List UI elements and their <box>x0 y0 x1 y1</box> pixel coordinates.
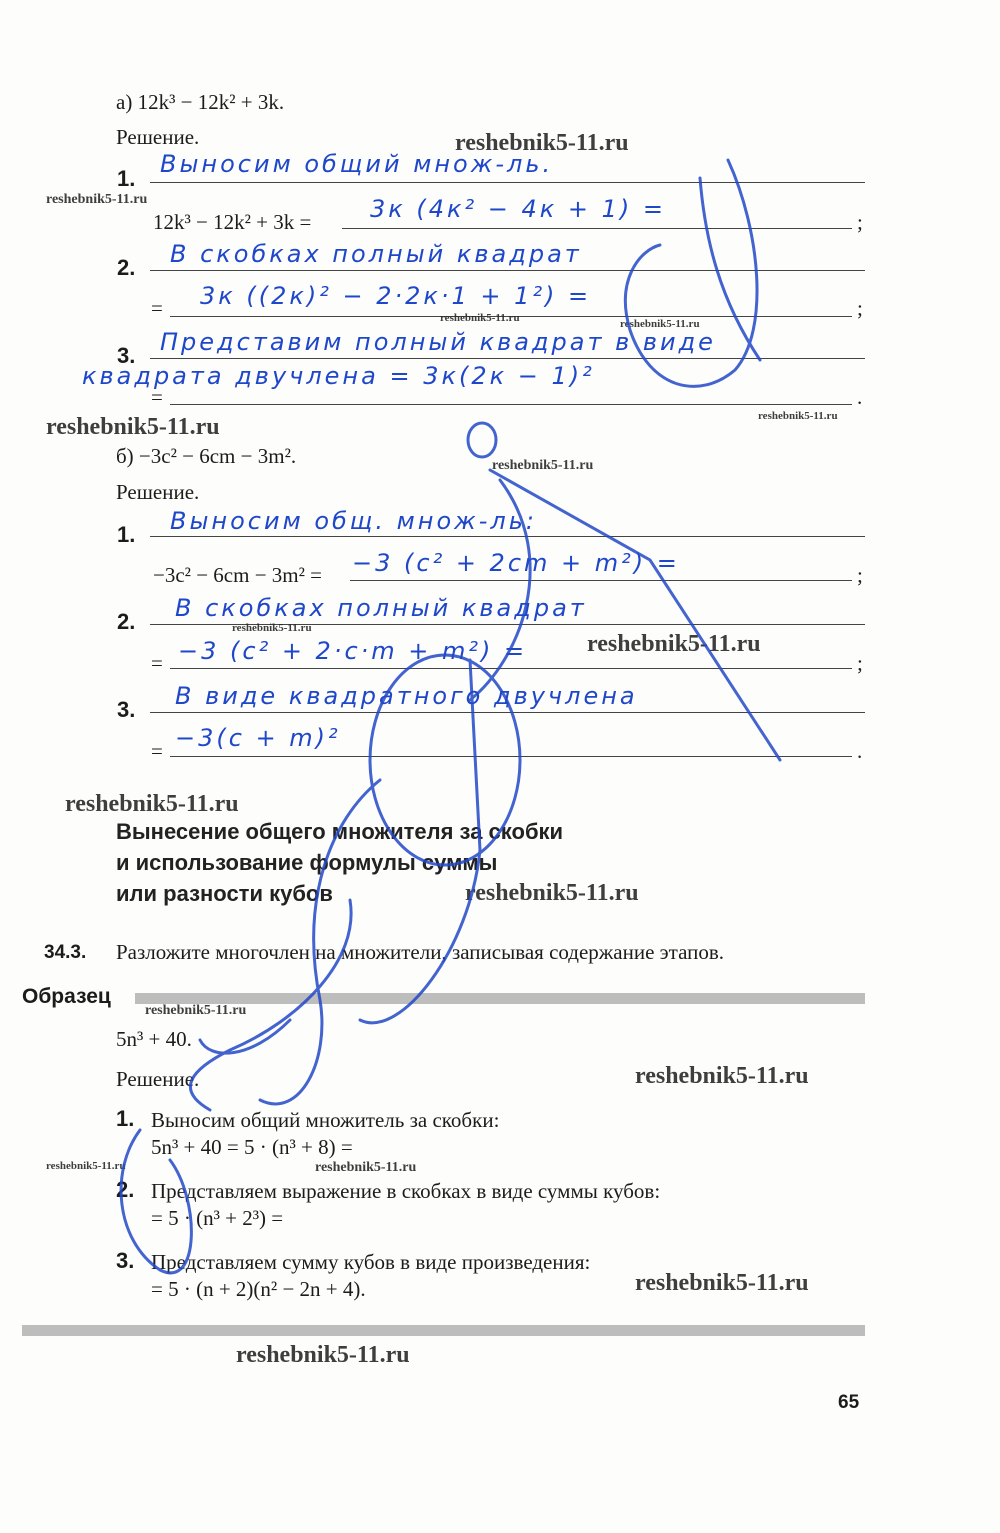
part-a-step3-handwriting: Представим полный квадрат в виде <box>160 328 716 356</box>
part-a-step2-result: 3к ((2к)² − 2·2к·1 + 1²) = <box>200 282 592 310</box>
exercise-number: 34.3. <box>44 942 87 963</box>
watermark: reshebnik5-11.ru <box>145 1003 247 1018</box>
part-b-step3-period: . <box>857 739 863 763</box>
part-b-step1-number: 1. <box>117 522 136 547</box>
part-b-step1-semicolon: ; <box>857 563 863 587</box>
sample-step1-text: Выносим общий множитель за скобки: <box>151 1108 500 1132</box>
part-a-step3-number: 3. <box>117 343 136 368</box>
part-a-step1-lhs: 12k³ − 12k² + 3k = <box>153 210 312 234</box>
watermark: reshebnik5-11.ru <box>315 1160 417 1175</box>
part-b-step2-semicolon: ; <box>857 651 863 675</box>
part-a-solution-label: Решение. <box>116 125 200 149</box>
watermark: reshebnik5-11.ru <box>236 1342 410 1368</box>
part-b-solution-label: Решение. <box>116 480 200 504</box>
watermark: reshebnik5-11.ru <box>587 631 761 657</box>
part-b-task: б) −3c² − 6cm − 3m². <box>116 444 297 468</box>
sample-step1-number: 1. <box>116 1106 135 1131</box>
pen-stroke <box>121 1130 191 1273</box>
watermark: reshebnik5-11.ru <box>440 312 520 324</box>
part-a-step2-number: 2. <box>117 255 136 280</box>
part-b-step2-eq: = <box>151 651 163 675</box>
watermark: reshebnik5-11.ru <box>465 880 639 906</box>
pen-stroke <box>468 423 496 457</box>
sample-step2-formula: = 5 · (n³ + 2³) = <box>151 1206 284 1230</box>
part-b-step3-eq: = <box>151 739 163 763</box>
part-a-step1-handwriting: Выносим общий множ-ль. <box>160 150 554 178</box>
part-a-step3-eq: = <box>151 385 163 409</box>
watermark: reshebnik5-11.ru <box>65 791 239 817</box>
pen-stroke <box>490 470 780 760</box>
part-b-step2-result: −3 (c² + 2·c·m + m²) = <box>178 637 528 665</box>
part-b-step2-number: 2. <box>117 609 136 634</box>
part-a-task: а) 12k³ − 12k² + 3k. <box>116 90 285 114</box>
watermark: reshebnik5-11.ru <box>635 1270 809 1296</box>
watermark: reshebnik5-11.ru <box>46 414 220 440</box>
watermark: reshebnik5-11.ru <box>46 192 148 207</box>
pen-stroke <box>700 178 760 360</box>
pen-stroke <box>625 160 757 386</box>
sample-label: Образец <box>22 985 111 1008</box>
sample-step2-number: 2. <box>116 1177 135 1202</box>
sample-solution-label: Решение. <box>116 1067 200 1091</box>
watermark: reshebnik5-11.ru <box>635 1063 809 1089</box>
section-heading-line3: или разности кубов <box>116 881 333 906</box>
part-a-step1-number: 1. <box>117 166 136 191</box>
watermark: reshebnik5-11.ru <box>46 1160 126 1172</box>
part-a-step3-period: . <box>857 385 863 409</box>
part-a-step2-semicolon: ; <box>857 296 863 320</box>
exercise-text: Разложите многочлен на множители, записывая содержание этапов. <box>116 940 725 964</box>
sample-step1-formula: 5n³ + 40 = 5 · (n³ + 8) = <box>151 1135 353 1159</box>
sample-step3-number: 3. <box>116 1248 135 1273</box>
part-a-step1-semicolon: ; <box>857 210 863 234</box>
part-a-step2-handwriting: В скобках полный квадрат <box>170 240 582 268</box>
watermark: reshebnik5-11.ru <box>232 622 312 634</box>
watermark: reshebnik5-11.ru <box>758 410 838 422</box>
watermark: reshebnik5-11.ru <box>492 458 594 473</box>
part-b-step2-handwriting: В скобках полный квадрат <box>175 594 587 622</box>
sample-step3-formula: = 5 · (n + 2)(n² − 2n + 4). <box>151 1277 366 1301</box>
part-b-step1-lhs: −3c² − 6cm − 3m² = <box>153 563 323 587</box>
section-heading-line2: и использование формулы суммы <box>116 850 498 875</box>
part-a-step1-result: 3к (4к² − 4к + 1) = <box>370 195 667 223</box>
watermark: reshebnik5-11.ru <box>620 318 700 330</box>
part-b-step3-result: −3(c + m)² <box>175 724 341 752</box>
sample-expression: 5n³ + 40. <box>116 1027 192 1051</box>
part-a-step2-eq: = <box>151 296 163 320</box>
section-heading-line1: Вынесение общего множителя за скобки <box>116 819 564 844</box>
part-b-step3-number: 3. <box>117 697 136 722</box>
pen-stroke <box>260 780 380 1104</box>
part-b-step3-handwriting: В виде квадратного двучлена <box>175 682 638 710</box>
page-number: 65 <box>838 1392 860 1413</box>
pen-stroke <box>370 655 520 865</box>
watermark: reshebnik5-11.ru <box>455 130 629 156</box>
part-b-step1-result: −3 (c² + 2cm + m²) = <box>352 549 680 577</box>
part-b-step1-handwriting: Выносим общ. множ-ль: <box>170 507 537 535</box>
part-a-step3-handwriting-2: квадрата двучлена = 3к(2к − 1)² <box>82 362 595 390</box>
sample-step2-text: Представляем выражение в скобках в виде суммы кубов: <box>151 1179 661 1203</box>
pen-stroke <box>190 900 351 1110</box>
sample-step3-text: Представляем сумму кубов в виде произведения: <box>151 1250 591 1274</box>
